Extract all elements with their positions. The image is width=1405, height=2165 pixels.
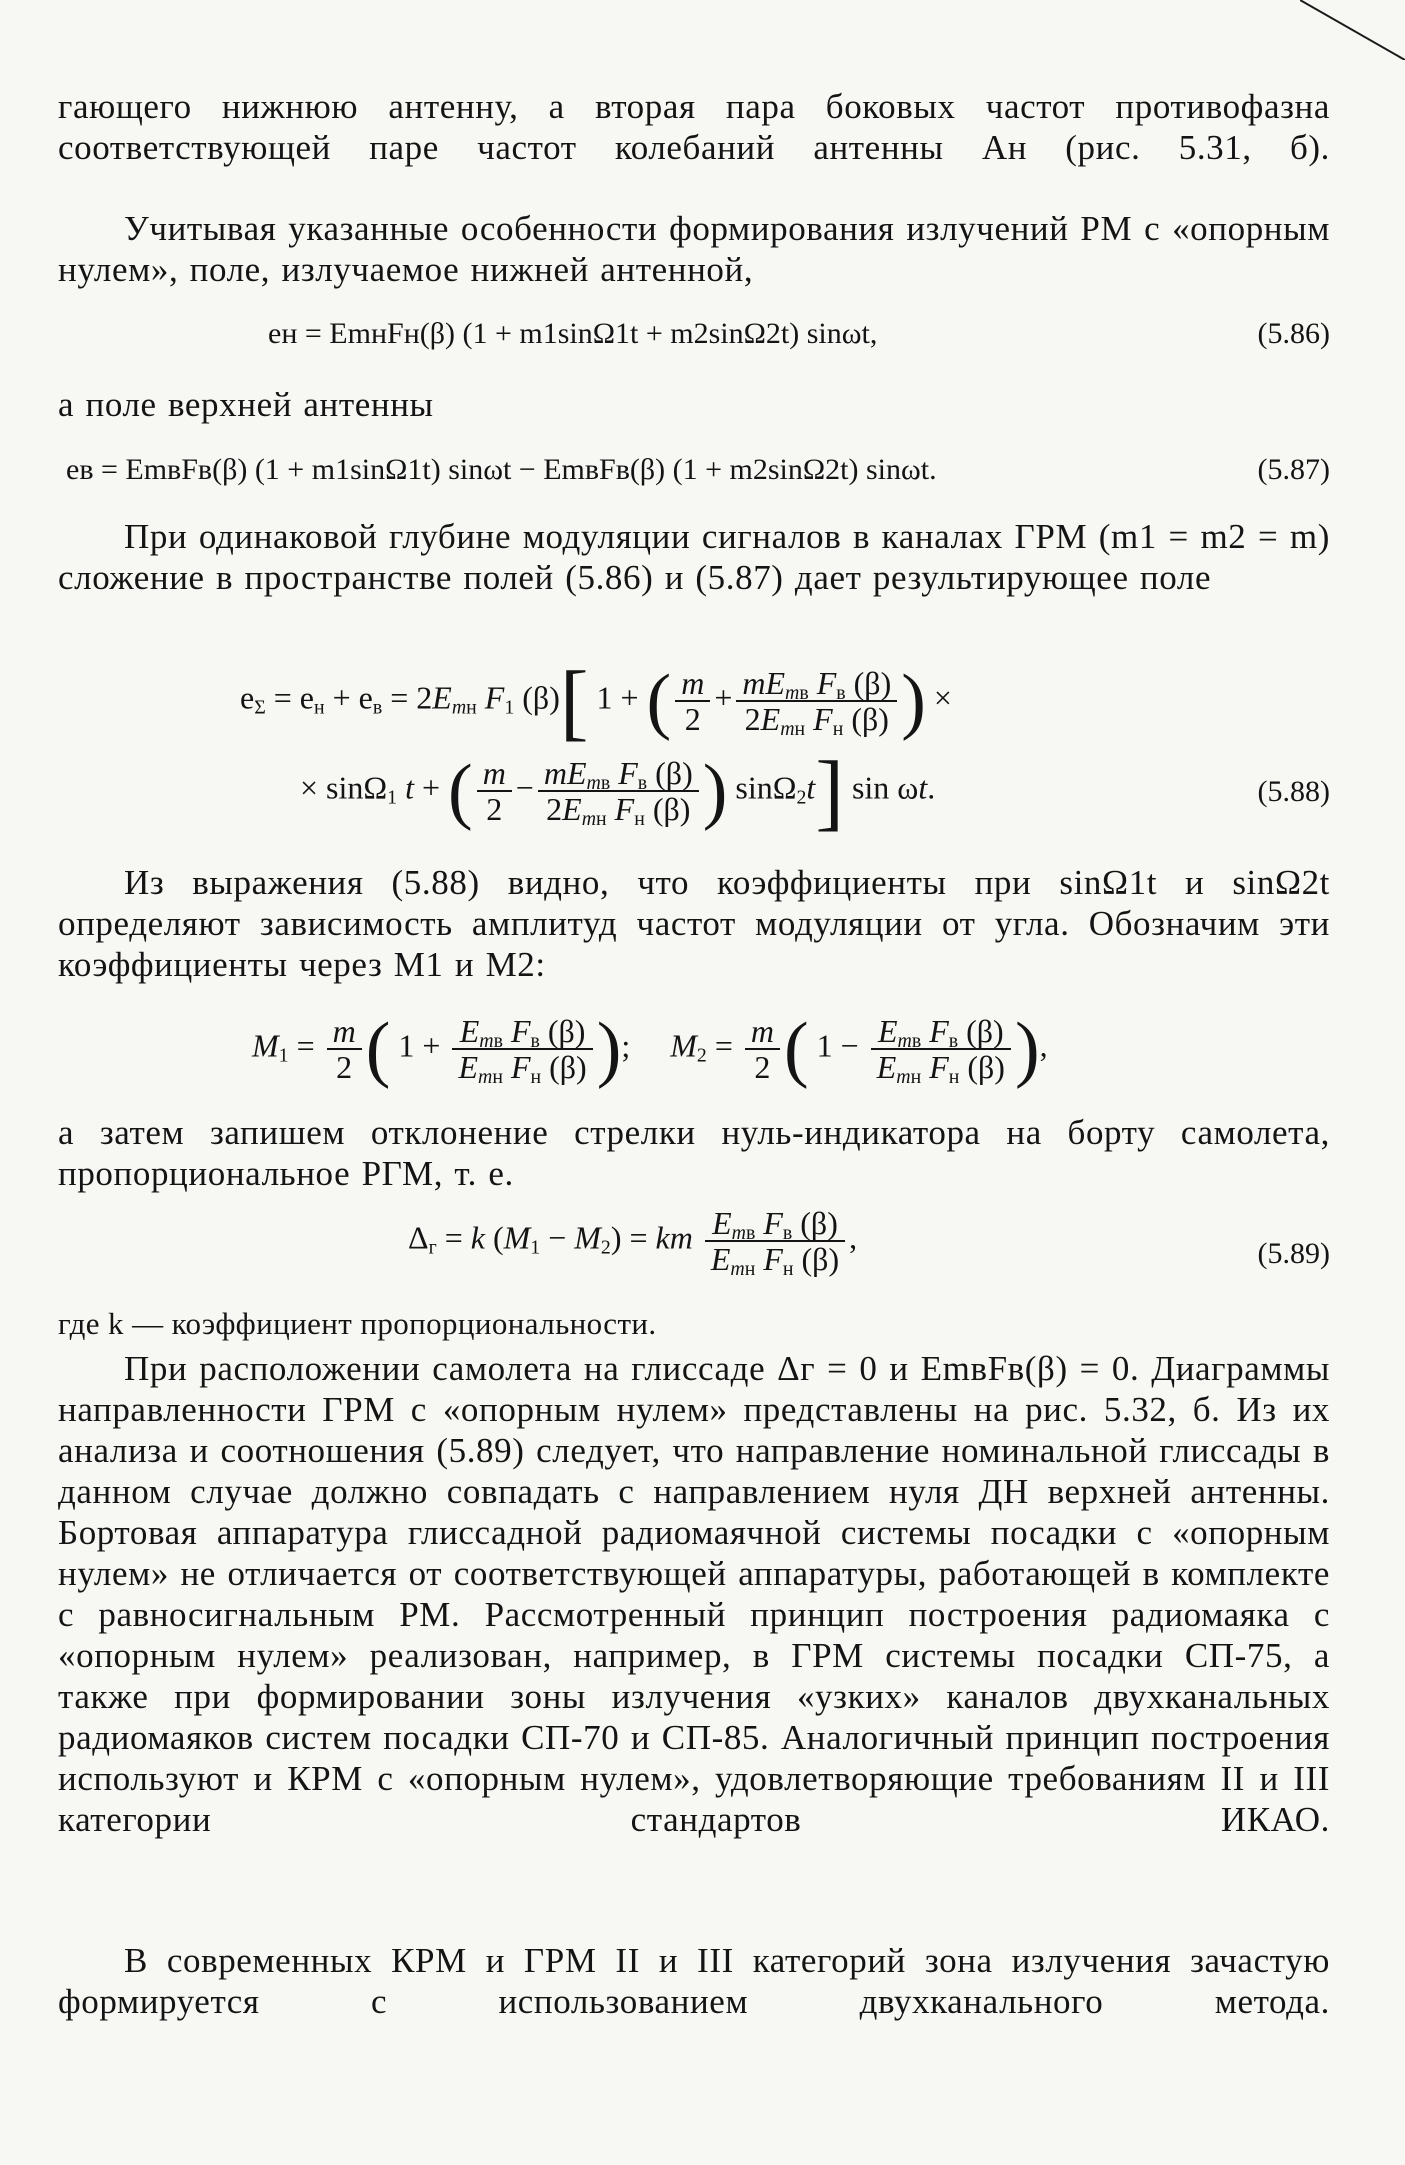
equation-5-86: [58, 312, 1330, 356]
equation-5-87-expression: eв = EmвFв(β) (1 + m1sinΩ1t) sinωt − EmвFв(β) (1 + m2sinΩ2t) sinωt.: [66, 453, 937, 486]
equation-5-86-number: (5.86): [1257, 317, 1330, 350]
equation-5-89-number: (5.89): [1257, 1237, 1330, 1270]
equation-5-87: [58, 448, 1330, 492]
paragraph-7: где k — коэффициент пропорциональности.: [58, 1306, 657, 1341]
equation-5-86-expression: eн = EmнFн(β) (1 + m1sinΩ1t + m2sinΩ2t) sinωt,: [268, 317, 878, 350]
paragraph-1: гающего нижнюю антенну, а вторая пара боковых частот противофазна соответствующей паре частот колебаний антенны Aн (рис. 5.31, б).: [58, 87, 1330, 167]
paragraph-5: Из выражения (5.88) видно, что коэффициенты при sinΩ1t и sinΩ2t определяют зависимость амплитуд частот модуляции от угла. Обозначим эти коэффициенты через M1 и M2:: [58, 863, 1330, 984]
equation-5-87-number: (5.87): [1257, 453, 1330, 486]
paragraph-2: Учитывая указанные особенности формирования излучений РМ с «опорным нулем», поле, излучаемое нижней антенной,: [58, 209, 1330, 289]
equation-5-88-number: (5.88): [1257, 775, 1330, 808]
paragraph-4: При одинаковой глубине модуляции сигналов в каналах ГРМ (m1 = m2 = m) сложение в пространстве полей (5.86) и (5.87) дает результирующее поле: [58, 517, 1330, 597]
equation-5-89-expression: $\Delta_г = k$ $(M_1 - M_2)$ = km $\frac{E_{mв} F_в (\beta)}{E_{mн} F_н (\beta)}$ ,: [408, 1205, 858, 1280]
paragraph-6: а затем запишем отклонение стрелки нуль-индикатора на борту самолета, пропорциональное РГМ, т. е.: [58, 1113, 1330, 1193]
scan-artifact-line: [1300, 0, 1405, 60]
paragraph-8: При расположении самолета на глиссаде Δг = 0 и EmвFв(β) = 0. Диаграммы направленности ГРМ с «опорным нулем» представлены на рис. 5.32, б. Из их анализа и соотношения (5.89) следует, что направление номинальной глиссады в данном случае должно совпадать с направлением нуля ДН верхней антенны. Бортовая аппаратура глиссадной радиомаячной системы посадки с «опорным нулем» не отличается от соответствующей аппаратуры, работающей в комплекте с равносигнальным РМ. Рассмотренный принцип построения радиомаяка с «опорным нулем» реализован, например, в ГРМ системы посадки СП-75, а также при формировании зоны излучения «узких» каналов двухканальных радиомаяков систем посадки СП-70 и СП-85. Аналогичный принцип построения используют и КРМ с «опорным нулем», удовлетворяющие требованиям II и III категории стандартов ИКАО.: [58, 1349, 1330, 1839]
equation-5-88-line-1: $e_\Sigma = e_н + e_в = 2E_{mн}$ $F_1$ (β)[ 1 + ( $\frac{m}{2}$ + $\frac{mE_{mв} F_в (\beta)}{2E_{mн} F_н (\beta)}$ ) ×: [240, 653, 952, 749]
equation-m1-m2: $M_1$ = $\frac{m}{2}$ ( 1 + $\frac{E_{mв} F_в (\beta)}{E_{mн} F_н (\beta)}$ ); $M_2$ = $\frac{m}{2}$ ( 1 − $\frac{E_{mв} F_в (\beta)}{E_{mн} F_н (\beta)}$ ),: [252, 1008, 1048, 1090]
equation-5-88-line-2: × sinΩ$_1$ t + ( $\frac{m}{2}$ − $\frac{mE_{mв} F_в (\beta)}{2E_{mн} F_н (\beta)}$ ) sinΩ$_2$t] sin ωt.: [300, 743, 936, 839]
paragraph-9: В современных КРМ и ГРМ II и III категорий зона излучения зачастую формируется с использованием двухканального метода.: [58, 1941, 1330, 2021]
paragraph-3: а поле верхней антенны: [58, 385, 434, 424]
